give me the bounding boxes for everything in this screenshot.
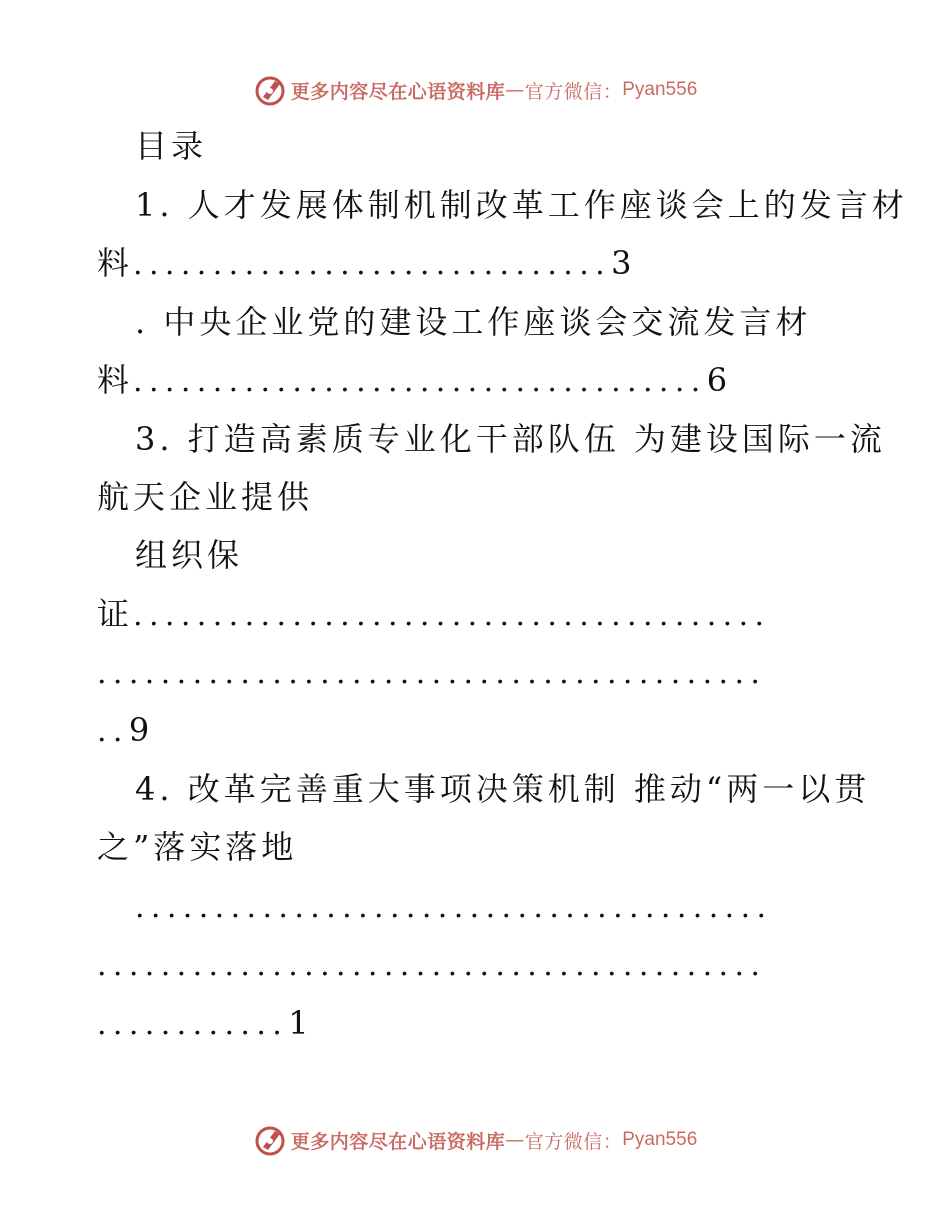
toc-item-3-leader-3 xyxy=(0,701,950,759)
toc-item-3-title-cont: 航天企业提供 xyxy=(97,478,314,516)
toc-item-3-dots-3: .. xyxy=(97,714,129,749)
brand-logo-icon xyxy=(253,1123,287,1157)
toc-item-3-title-cont2: 组织保 xyxy=(135,536,244,574)
banner-wechat-id: Pyan556 xyxy=(622,79,698,100)
toc-item-4-title-cont: 之”落实落地 xyxy=(97,828,298,866)
toc-item-4-dots-1: ........................................ xyxy=(135,890,773,925)
toc-item-1-title-cont: 料 xyxy=(97,244,134,282)
banner-site-name: 更多内容尽在心语资料库 xyxy=(290,80,506,103)
brand-logo-icon xyxy=(253,73,287,107)
toc-item-3-leader-2 xyxy=(0,643,950,701)
toc-item-2-leader xyxy=(0,351,950,409)
toc-item-4-leader-3 xyxy=(0,994,950,1052)
toc-item-1-title: 1. 人才发展体制机制改革工作座谈会上的发言材 xyxy=(135,186,908,224)
toc-item-4-dots-2: .......................................... xyxy=(97,948,767,983)
footer-watermark xyxy=(0,1120,950,1160)
banner-dash: — xyxy=(505,1129,525,1151)
toc-item-3-title-end: 证 xyxy=(97,595,134,633)
toc-item-2-title-cont: 料 xyxy=(97,361,134,399)
toc-item-4-page: 1 xyxy=(288,1004,313,1042)
toc-item-4-leader-2 xyxy=(0,935,950,993)
toc-item-3-page: 9 xyxy=(128,711,154,749)
toc-item-3-title: 3. 打造高素质专业化干部队伍 为建设国际一流 xyxy=(135,420,886,458)
toc-item-1-dots: .............................. xyxy=(133,247,612,282)
banner-site-name: 更多内容尽在心语资料库 xyxy=(290,1130,506,1153)
toc-item-3-dots-1: ........................................ xyxy=(133,598,771,633)
toc-item-1-page: 3 xyxy=(611,244,636,282)
toc-item-4-leader-1 xyxy=(0,877,950,935)
banner-wechat-label: 官方微信： xyxy=(524,80,623,103)
toc-item-4-title: 4. 改革完善重大事项决策机制 推动“两一以贯 xyxy=(135,770,871,808)
toc-item-2-page: 6 xyxy=(706,361,732,399)
toc-item-1-leader xyxy=(0,234,950,292)
toc-item-4-dots-3: ............ xyxy=(97,1007,289,1042)
banner-wechat-label: 官方微信： xyxy=(524,1130,623,1153)
toc-heading: 目录 xyxy=(135,127,208,165)
toc-item-3-dots-2: .......................................... xyxy=(97,656,767,691)
header-watermark xyxy=(0,70,950,110)
banner-wechat-id: Pyan556 xyxy=(622,1129,698,1150)
toc-item-3-leader-1 xyxy=(0,585,950,643)
toc-item-2-dots: .................................... xyxy=(133,364,707,399)
toc-item-2-title: . 中央企业党的建设工作座谈会交流发言材 xyxy=(135,303,812,341)
banner-dash: — xyxy=(505,79,525,101)
